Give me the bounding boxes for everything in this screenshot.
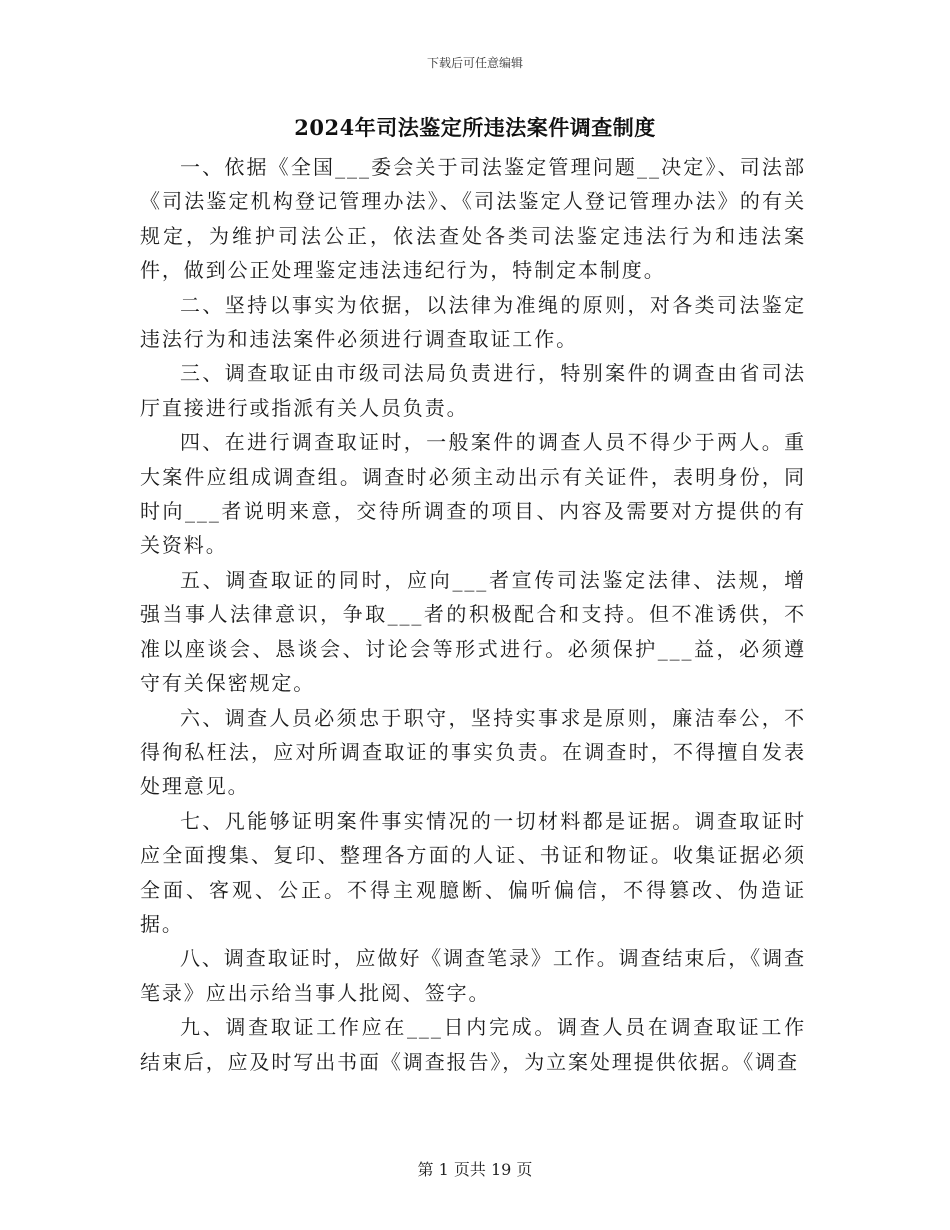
header-note: 下载后可任意编辑 <box>426 56 523 70</box>
paragraph-1: 一、依据《全国___委会关于司法鉴定管理问题__决定》、司法部《司法鉴定机构登记管理办法》、《司法鉴定人登记管理办法》的有关规定，为维护司法公正，依法查处各类司法鉴定违法行为和违法案件，做到公正处理鉴定违法违纪行为，特制定本制度。 <box>140 155 806 283</box>
paragraph-6: 六、调查人员必须忠于职守，坚持实事求是原则，廉洁奉公，不得徇私枉法，应对所调查取证的事实负责。在调查时，不得擅自发表处理意见。 <box>140 705 806 799</box>
paragraph-4: 四、在进行调查取证时，一般案件的调查人员不得少于两人。重大案件应组成调查组。调查时必须主动出示有关证件，表明身份，同时向___者说明来意，交待所调查的项目、内容及需要对方提供的有关资料。 <box>140 430 806 558</box>
document-body <box>140 150 806 1079</box>
paragraph-9: 九、调查取证工作应在___日内完成。调查人员在调查取证工作结束后，应及时写出书面《调查报告》，为立案处理提供依据。《调查 <box>140 1015 806 1074</box>
page-footer: 第 1 页共 19 页 <box>417 1160 533 1179</box>
paragraph-7: 七、凡能够证明案件事实情况的一切材料都是证据。调查取证时应全面搜集、复印、整理各方面的人证、书证和物证。收集证据必须全面、客观、公正。不得主观臆断、偏听偏信，不得篡改、伪造证据。 <box>140 808 806 936</box>
paragraph-8: 八、调查取证时，应做好《调查笔录》工作。调查结束后，《调查笔录》应出示给当事人批阅、签字。 <box>140 946 806 1005</box>
paragraph-5: 五、调查取证的同时，应向___者宣传司法鉴定法律、法规，增强当事人法律意识，争取___者的积极配合和支持。但不准诱供，不准以座谈会、恳谈会、讨论会等形式进行。必须保护___益，必须遵守有关保密规定。 <box>140 567 806 696</box>
paragraph-3: 三、调查取证由市级司法局负责进行，特别案件的调查由省司法厅直接进行或指派有关人员负责。 <box>140 361 806 420</box>
paragraph-2: 二、坚持以事实为依据，以法律为准绳的原则，对各类司法鉴定违法行为和违法案件必须进行调查取证工作。 <box>140 292 806 352</box>
document-title: 2024年司法鉴定所违法案件调查制度 <box>294 115 656 140</box>
